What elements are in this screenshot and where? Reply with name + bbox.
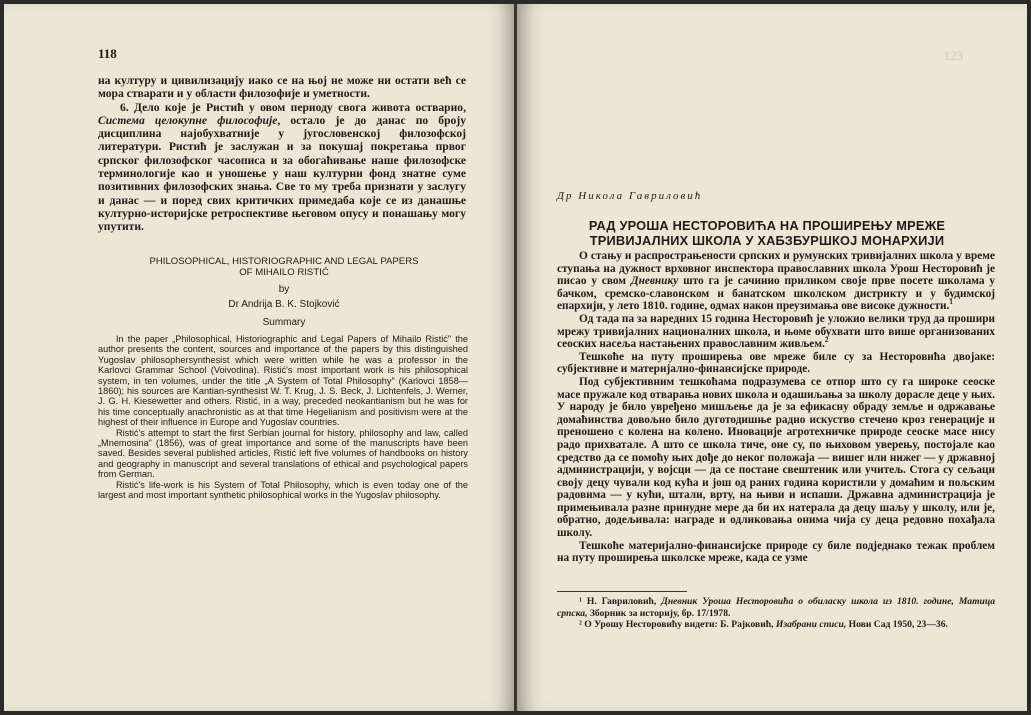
- footnote-ref: 1: [949, 298, 953, 307]
- paragraph-6: 6. Дело које је Ристић у овом периоду свога живота остварио, Система целокупне философије, остало је до данас по броју дисциплина најобухватније у југословенској филозофској литератури. Ристић је заслужан и за покушај покретања првог српског филозофског часописа и за обогаћивање наше филозофске терминологије као и уношење у наш културни фонд знатне суме позитивних филозофских знања. Све то му треба признати у заслугу и данас — и поред свих критичких примедаба које се из данашње културно-историјске ретроспективе његовом опусу и понашању могу упутити.: [98, 100, 467, 234]
- by-line: by: [278, 284, 290, 295]
- right-page: [517, 4, 1027, 711]
- footnote-1: ¹ Н. Гавриловић, Дневник Уроша Несторовића о обиласку школа из 1810. године, Матица српска, Зборник за историју, бр. 17/1978.: [557, 596, 995, 619]
- page-number: 118: [98, 46, 117, 61]
- show-through-page-number: 123: [943, 48, 963, 63]
- body-text: [98, 74, 466, 234]
- article-body: [557, 250, 995, 565]
- footnote-divider: [557, 591, 687, 592]
- english-summary: [98, 334, 468, 501]
- footnote-ref: 2: [824, 336, 829, 345]
- paragraph: Тешкоће материјално-финансијске природе су биле подједнако тежак проблем на путу проширења школске мреже, када се узме: [557, 539, 995, 565]
- paragraph: О стању и распрострањености српских и румунских тривијалних школа у време ступања на дужност врховног инспектора православних школа Урош Несторовић је писао у свом Дневнику што га је сачинио приликом своје прве посете школама у бачком, сремско-славонском и банатском школском дистрикту и у будимској епархији, у лето 1810. године, одмах након преузимања ове високе дужности.$^1$: [557, 250, 995, 313]
- summary-paragraph: Ristić's life-work is his System of Total Philosophy, which is even today one of the largest and most important synthetic philosophical works in the Yugoslav philosophy.: [98, 479, 468, 501]
- footnote-2: ² О Урошу Несторовићу видети: Б. Рајковић, Изабрани списи, Нови Сад 1950, 23—36.: [579, 619, 948, 631]
- left-page: [4, 4, 515, 711]
- article-title: РАД УРОША НЕСТОРОВИЋА НА ПРОШИРЕЊУ МРЕЖЕ ТРИВИЈАЛНИХ ШКОЛА У ХАБЗБУРШКОЈ МОНАРХИЈИ: [588, 218, 946, 248]
- summary-heading: Summary: [262, 317, 306, 328]
- paragraph: Под субјективним тешкоћама подразумева се отпор што су га широке сеоске масе пружале код отварања нових школа и одашиљања за школу дорасле деце у њих. У народу је било увређено мишљење да је за ефикасну обраду земље и одржавање домаћинства довољно било дуготодишње радно искуство стечено кроз генерације и преношено с колена на колено. Иновације агротехничке природе сеоске масе нису радо прихватале. А што се школа тиче, оне су, по њиховом уверењу, постојале као средство да се помоћу њих дође до неког положаја — вишег или нижег — у државној администрацији, у војсци — да се постане свештеник или учитељ. Стога су сељаци своју децу чували код кућа и још од раних година користили у домаћим и пољским радовима — у кући, штали, врту, на њиви и испаши. Државна администрација је примењивала разне принудне мере да би их натерала да децу шаљу у школу, или је, обратно, додељивала: награде и одликовања онима чија су деца редовно похађала школу.: [557, 375, 995, 540]
- summary-paragraph: Ristić's attempt to start the first Serbian journal for history, philosophy and law, called „Mnemosina" (1856), was of great importance and some of the manuscripts have been saved. Besides several published articles, Ristić left five volumes of handbooks on history and geography in manuscript and several translations of ethical and psychological papers from German.: [98, 427, 468, 480]
- summary-paragraph: In the paper „Philosophical, Historiographic and Legal Papers of Mihailo Ristić" the author presents the content, sources and importance of the papers by this distinguished Yugoslav philosophersynthesist which were written while he was a professor in the Karlovci Grammar School (Voivodina). Ristić's most important work is his philosophical system, in ten volumes, under the title „A System of Total Philosophy" (Karlovci 1858—1860); his sources are Kantian-synthesist W. T. Krug, J. S. Beck, J. Lichtenfels, J. Werner, J. G. H. Kiesewetter and others. Ristić, in a way, preceded neokantianism but he was for his time conceptually anachronistic as at that time Hegelianism and positivism were at the highest of their influence in Europe and Yugoslav countries.: [98, 334, 468, 428]
- summary-author: Dr Andrija B. K. Stojković: [228, 299, 340, 310]
- paragraph: Од тада па за наредних 15 година Несторовић је уложио велики труд да прошири мрежу тривијалних националних школа, и њоме обухвати што више организованих сеоских насеља настањених православним живљем.$^2$: [557, 312, 995, 351]
- english-paper-title: PHILOSOPHICAL, HISTORIOGRAPHIC AND LEGAL PAPERS OF MIHAILO RISTIĆ: [149, 256, 419, 278]
- book-spread: [4, 4, 1027, 711]
- paragraph: Тешкоће на путу проширења ове мреже биле су за Несторовића двојаке: субјективне и материјално-финансијске природе.: [557, 350, 995, 376]
- article-author: Др Никола Гавриловић: [557, 190, 703, 202]
- continuation-paragraph: на културу и цивилизацију иако се на њој не може ни остати већ се мора стварати и у области филозофије и уметности.: [98, 74, 466, 101]
- footnotes: [557, 596, 995, 631]
